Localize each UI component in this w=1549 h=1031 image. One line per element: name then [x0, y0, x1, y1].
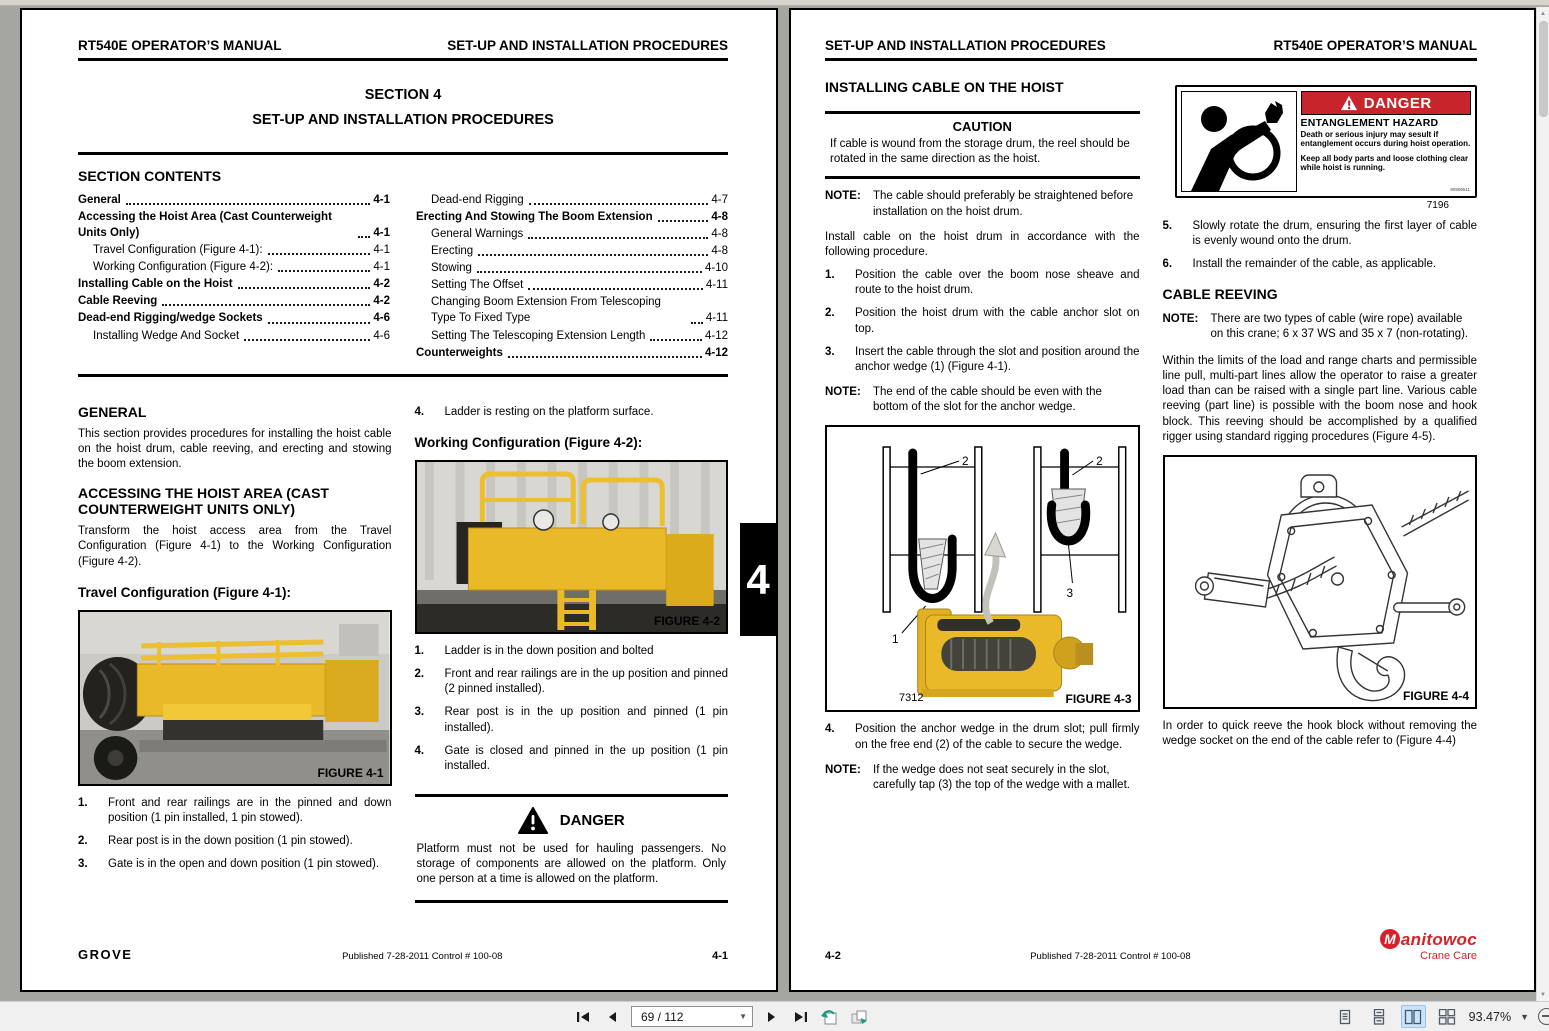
- danger-banner: [1301, 91, 1472, 115]
- hazard-line1: Death or serious injury may sesult if entanglement occurs during hoist operation.: [1300, 130, 1471, 149]
- toc-entry-label: Counterweights: [416, 346, 503, 359]
- note-label: NOTE:: [825, 386, 861, 399]
- toc-leader-dots: [528, 288, 703, 290]
- crane-care-text: Crane Care: [1420, 950, 1477, 962]
- toc-leader-dots: [268, 322, 371, 324]
- general-heading: GENERAL: [78, 403, 147, 420]
- next-view-button[interactable]: [849, 1007, 869, 1027]
- danger-banner-text: DANGER: [1363, 94, 1432, 112]
- toc-entry-page: 4-1: [373, 261, 390, 274]
- note-block: [825, 385, 1140, 415]
- travel-configuration-steps: [78, 796, 392, 873]
- install-procedure-paragraph: Install cable on the hoist drum in accordance with the following procedure.: [825, 230, 1140, 258]
- danger-label-text-panel: [1301, 91, 1472, 192]
- page-header: [78, 38, 728, 53]
- danger-title: DANGER: [559, 812, 625, 830]
- toc-leader-dots: [477, 271, 702, 273]
- first-page-button[interactable]: [573, 1007, 593, 1027]
- toc-column-right: [416, 191, 728, 362]
- step-number: 4.: [414, 405, 425, 418]
- divider-rule: [78, 152, 728, 155]
- anchor-wedge-diagram: [827, 427, 1138, 710]
- caution-text: If cable is wound from the storage drum, the reel should be rotated in the same direction as the hoist.: [830, 138, 1130, 166]
- scroll-up-arrow-icon[interactable]: ▲: [1537, 7, 1549, 20]
- numbered-step: [825, 306, 1140, 336]
- danger-label-code: 7196: [1426, 200, 1449, 211]
- hazard-title: ENTANGLEMENT HAZARD: [1300, 117, 1439, 129]
- step-text: Position the cable over the boom nose sheave and route to the hoist drum.: [855, 269, 1140, 297]
- toc-entry-page: 4-7: [711, 193, 728, 206]
- toc-entry: [416, 209, 728, 225]
- figure-4-4-drawing: [1163, 455, 1478, 709]
- section-contents-heading: SECTION CONTENTS: [78, 167, 222, 184]
- toc-leader-dots: [478, 254, 708, 256]
- page-header: [825, 38, 1477, 53]
- toc-leader-dots: [244, 339, 370, 341]
- toc-entry-label: General: [78, 193, 121, 206]
- view-zoom-group: [1333, 1002, 1545, 1031]
- page-right: [789, 8, 1536, 992]
- toc-leader-dots: [529, 203, 709, 205]
- label-part-number: 80906511: [1450, 187, 1470, 192]
- toc-entry: [78, 209, 390, 241]
- step-text: Gate is in the open and down position (1 pin stowed).: [108, 858, 380, 871]
- manitowoc-logo: [1380, 929, 1477, 962]
- danger-text: Platform must not be used for hauling passengers. No storage of components are allowed on the platform. Only one person at a time is allowed on the platform.: [416, 843, 726, 886]
- body-column-left: [78, 391, 392, 903]
- numbered-step: [415, 405, 729, 420]
- toc-entry: [416, 294, 728, 326]
- callout-1: 1: [892, 632, 899, 647]
- zoom-dropdown-caret-icon[interactable]: ▼: [1520, 1011, 1529, 1022]
- numbered-step: [78, 796, 392, 826]
- toc-entry-page: 4-8: [711, 210, 728, 223]
- section-title-line1: SECTION 4: [364, 87, 442, 103]
- hook-block-line-drawing: [1165, 457, 1476, 707]
- numbered-step: [78, 834, 392, 849]
- section-title-line2: SET-UP AND INSTALLATION PROCEDURES: [252, 112, 554, 129]
- toc-entry: [78, 328, 390, 344]
- step-text: Insert the cable through the slot and position around the anchor wedge (1) (Figure 4-1).: [855, 345, 1140, 373]
- toc-entry-label: General Warnings: [431, 227, 524, 240]
- step-number: 3.: [414, 706, 425, 719]
- step-text: Install the remainder of the cable, as applicable.: [1192, 258, 1437, 271]
- toc-leader-dots: [658, 220, 709, 222]
- note-label: NOTE:: [825, 190, 861, 203]
- toc-entry: [78, 242, 390, 258]
- toc-entry-label: Working Configuration (Figure 4-2):: [93, 261, 274, 274]
- toc-entry-label: Setting The Offset: [431, 279, 524, 292]
- vertical-scrollbar[interactable]: [1536, 7, 1549, 1001]
- toc-entry: [416, 277, 728, 293]
- window-top-strip: [0, 0, 1549, 6]
- step-number: 1.: [825, 269, 835, 282]
- figure-4-4-label: FIGURE 4-4: [1402, 688, 1469, 703]
- toc-entry-page: 4-1: [373, 244, 390, 257]
- caution-box: [825, 111, 1140, 179]
- toc-entry: [78, 293, 390, 309]
- toc-leader-dots: [528, 237, 708, 239]
- step-text: Ladder is in the down position and bolted: [444, 644, 654, 657]
- note-text: The cable should preferably be straightened before installation on the hoist drum.: [873, 190, 1134, 218]
- manitowoc-m-icon: M: [1380, 929, 1400, 949]
- toc-entry: [416, 243, 728, 259]
- figure-4-3-diagram: [825, 425, 1140, 712]
- header-right-text: SET-UP AND INSTALLATION PROCEDURES: [447, 38, 728, 53]
- figure-4-3-part-code: 7312: [899, 692, 924, 705]
- toc-leader-dots: [278, 270, 370, 272]
- note-block: [825, 189, 1140, 219]
- header-rule: [78, 58, 728, 61]
- section-title: [78, 83, 728, 134]
- step-number: 6.: [1162, 258, 1173, 271]
- note-label: NOTE:: [1162, 312, 1199, 325]
- step-number: 4.: [825, 723, 835, 736]
- step-number: 3.: [825, 345, 835, 358]
- manitowoc-wordmark: anitowoc: [1400, 929, 1477, 949]
- toc-entry-label: Erecting: [431, 245, 474, 258]
- toc-leader-dots: [268, 253, 371, 255]
- accessing-hoist-heading: ACCESSING THE HOIST AREA (CAST COUNTERWEIGHT UNITS ONLY): [78, 485, 329, 518]
- step-number: 5.: [1162, 220, 1173, 232]
- toc-entry: [416, 345, 728, 361]
- toc-entry-page: 4-2: [373, 295, 390, 308]
- callout-2b: 2: [1096, 454, 1103, 469]
- toc-leader-dots: [126, 203, 371, 205]
- numbered-step: [78, 857, 392, 872]
- callout-3: 3: [1066, 586, 1074, 601]
- working-configuration-steps: [415, 644, 729, 774]
- toc-entry: [416, 260, 728, 276]
- note-text: If the wedge does not seat securely in the slot, carefully tap (3) the top of the wedge with a mallet.: [873, 763, 1130, 791]
- toc-entry-label: Setting The Telescoping Extension Length: [431, 329, 646, 342]
- step-text: Front and rear railings are in the up position and pinned (2 pinned installed).: [444, 668, 728, 696]
- quick-reeve-paragraph: In order to quick reeve the hook block without removing the wedge socket on the end of the cable refer to (Figure 4-4): [1162, 719, 1477, 748]
- caution-title: CAUTION: [952, 119, 1012, 134]
- two-page-view-button[interactable]: [1401, 1005, 1426, 1028]
- danger-heading: [417, 807, 727, 834]
- crane-working-configuration-image: [417, 462, 727, 632]
- last-page-button[interactable]: [791, 1007, 811, 1027]
- figure-4-3-label: FIGURE 4-3: [1065, 692, 1132, 707]
- step-number: 1.: [414, 644, 425, 657]
- toc-entry-page: 4-10: [704, 262, 728, 275]
- header-right-text: RT540E OPERATOR’S MANUAL: [1273, 38, 1477, 53]
- toc-leader-dots: [650, 339, 702, 341]
- step-text: Position the hoist drum with the cable anchor slot on top.: [855, 307, 1140, 335]
- body-column-left: [825, 79, 1140, 803]
- toc-entry: [416, 226, 728, 242]
- body-columns: [825, 79, 1477, 803]
- single-page-view-button[interactable]: [1333, 1005, 1358, 1028]
- numbered-step: [1163, 257, 1478, 272]
- step-number: 1.: [78, 796, 88, 809]
- toc-entry-label: Erecting And Stowing The Boom Extension: [416, 210, 653, 223]
- toc-entry: [416, 328, 728, 344]
- step-text: Ladder is resting on the platform surface.: [444, 405, 654, 418]
- publish-info: Published 7-28-2011 Control # 100-08: [1030, 951, 1191, 962]
- scrollbar-thumb[interactable]: [1539, 21, 1548, 117]
- header-rule: [825, 58, 1477, 61]
- warning-triangle-icon: [518, 807, 548, 834]
- toc-entry: [78, 276, 390, 292]
- toc-leader-dots: [691, 322, 703, 324]
- step-text: Gate is closed and pinned in the up position (1 pin installed.: [444, 744, 728, 772]
- toc-entry: [78, 259, 390, 275]
- cable-reeving-paragraph: Within the limits of the load and range charts and permissible line pull, multi-part lines allow the operator to raise a greater load than can be raised with a single part line. Various cable reeving (part line) is possible with the boom nose and hook block. This reeving should be accomplished by a qualified rigger using standard rigging procedures (Figure 4-5).: [1162, 354, 1477, 443]
- toc-entry: [78, 310, 390, 326]
- body-column-right: [1163, 79, 1478, 803]
- page-footer: [78, 947, 728, 962]
- accessing-hoist-paragraph: Transform the hoist access area from the Travel Configuration (Figure 4-1) to the Working Configuration (Figure 4-2).: [78, 525, 392, 568]
- page-number: 4-2: [825, 950, 841, 962]
- toc-entry-page: 4-12: [704, 329, 728, 342]
- header-left-text: SET-UP AND INSTALLATION PROCEDURES: [825, 38, 1106, 53]
- working-configuration-heading: Working Configuration (Figure 4-2):: [414, 434, 643, 450]
- step-text: Slowly rotate the drum, ensuring the first layer of cable is evenly wound onto the drum.: [1192, 220, 1477, 248]
- continuous-page-view-button[interactable]: [1367, 1005, 1392, 1028]
- grove-brand-text: GROVE: [78, 947, 133, 962]
- step-number: 3.: [78, 858, 88, 871]
- two-page-continuous-view-button[interactable]: [1435, 1005, 1460, 1028]
- toc-entry-page: 4-6: [373, 329, 390, 342]
- numbered-step: [1163, 219, 1478, 249]
- zoom-level-label: 93.47%: [1468, 1009, 1512, 1024]
- toc-entry-page: 4-12: [704, 346, 728, 359]
- step-number: 2.: [78, 835, 88, 848]
- numbered-step: [415, 667, 729, 697]
- numbered-step: [415, 744, 729, 774]
- page-navigation-group: [573, 1002, 869, 1031]
- toc-entry-label: Stowing: [431, 262, 472, 275]
- figure-4-1-photo: [78, 610, 392, 786]
- toc-leader-dots: [238, 287, 371, 289]
- toc-entry-label: Travel Configuration (Figure 4-1):: [93, 244, 263, 257]
- toc-entry-page: 4-8: [711, 245, 728, 258]
- page-number: 4-1: [712, 950, 728, 962]
- scroll-down-arrow-icon[interactable]: ▼: [1537, 988, 1549, 1001]
- table-of-contents: [78, 191, 728, 362]
- toc-entry-label: Dead-end Rigging/wedge Sockets: [78, 312, 263, 325]
- numbered-step: [415, 705, 729, 735]
- header-left-text: RT540E OPERATOR’S MANUAL: [78, 38, 282, 53]
- page-number-combobox[interactable]: [631, 1006, 753, 1027]
- step-number: 2.: [414, 668, 425, 681]
- step-number: 4.: [414, 744, 425, 757]
- toc-entry: [78, 192, 390, 208]
- entanglement-danger-label: [1175, 85, 1478, 198]
- toc-entry-page: 4-2: [373, 278, 390, 291]
- crane-travel-configuration-image: [80, 612, 390, 784]
- danger-warning-box: [415, 794, 729, 903]
- toc-column-left: [78, 191, 390, 362]
- toc-entry-page: 4-11: [705, 279, 728, 292]
- publish-info: Published 7-28-2011 Control # 100-08: [342, 951, 503, 962]
- step-text: Front and rear railings are in the pinned and down position (1 pin installed, 1 pin stowed).: [108, 796, 392, 824]
- zoom-out-button[interactable]: [1538, 1008, 1549, 1025]
- numbered-step: [825, 345, 1140, 375]
- page-footer: [825, 929, 1477, 962]
- page-number-input[interactable]: [641, 1010, 739, 1024]
- toc-leader-dots: [358, 236, 370, 238]
- toc-entry-page: 4-6: [373, 312, 390, 325]
- step-text: Rear post is in the down position (1 pin stowed).: [108, 835, 353, 848]
- section-tab-4: 4: [740, 523, 776, 636]
- step-text: Position the anchor wedge in the drum slot; pull firmly on the free end (2) of the cable to secure the wedge.: [855, 723, 1140, 751]
- toc-entry-page: 4-1: [373, 193, 390, 206]
- toc-leader-dots: [508, 356, 702, 358]
- bottom-toolbar: [0, 1001, 1549, 1031]
- numbered-step: [825, 268, 1140, 298]
- install-steps: [825, 268, 1140, 375]
- body-column-right: [415, 391, 729, 903]
- figure-4-1-label: FIGURE 4-1: [317, 765, 384, 780]
- next-page-button[interactable]: [762, 1007, 782, 1027]
- body-columns: [78, 391, 728, 903]
- numbered-step: [825, 722, 1140, 752]
- toc-entry-page: 4-1: [373, 226, 390, 239]
- previous-view-button[interactable]: [820, 1007, 840, 1027]
- step-text: Rear post is in the up position and pinned (1 pin installed).: [444, 706, 728, 734]
- toc-entry-page: 4-8: [711, 227, 728, 240]
- note-block: [1163, 312, 1478, 342]
- toc-entry-label: Dead-end Rigging: [431, 193, 524, 206]
- divider-rule: [78, 374, 728, 377]
- warning-triangle-icon: [1340, 95, 1358, 111]
- numbered-step: [415, 644, 729, 659]
- step-number: 2.: [825, 307, 835, 320]
- toc-entry-label: Accessing the Hoist Area (Cast Counterweight Units Only): [78, 210, 332, 239]
- figure-4-2-label: FIGURE 4-2: [653, 613, 720, 628]
- travel-configuration-heading: Travel Configuration (Figure 4-1):: [78, 584, 292, 600]
- toc-entry-label: Installing Cable on the Hoist: [78, 278, 233, 291]
- toc-leader-dots: [162, 304, 370, 306]
- previous-page-button[interactable]: [602, 1007, 622, 1027]
- toc-entry: [416, 192, 728, 208]
- cable-reeving-heading: CABLE REEVING: [1162, 285, 1278, 302]
- toc-entry-label: Installing Wedge And Socket: [93, 329, 240, 342]
- note-text: There are two types of cable (wire rope) available on this crane; 6 x 37 WS and 35 x 7 (non-rotating).: [1210, 312, 1469, 340]
- page-combobox-caret-icon[interactable]: ▼: [739, 1012, 747, 1021]
- toc-entry-label: Changing Boom Extension From Telescoping Type To Fixed Type: [431, 296, 661, 325]
- general-paragraph: This section provides procedures for installing the hoist cable on the hoist drum, cable reeving, and erecting and stowing the boom extension.: [78, 427, 392, 471]
- page-left: [20, 8, 778, 992]
- callout-2: 2: [962, 454, 969, 469]
- note-label: NOTE:: [825, 763, 861, 776]
- installing-cable-heading: INSTALLING CABLE ON THE HOIST: [825, 79, 1064, 95]
- entanglement-pictogram-icon: [1181, 91, 1297, 192]
- toc-entry-page: 4-11: [705, 312, 728, 325]
- hazard-line2: Keep all body parts and loose clothing clear while hoist is running.: [1300, 153, 1469, 173]
- figure-4-2-photo: [415, 460, 729, 634]
- toc-entry-label: Cable Reeving: [78, 295, 158, 308]
- note-block: [825, 763, 1140, 793]
- note-text: The end of the cable should be even with the bottom of the slot for the anchor wedge.: [873, 386, 1102, 414]
